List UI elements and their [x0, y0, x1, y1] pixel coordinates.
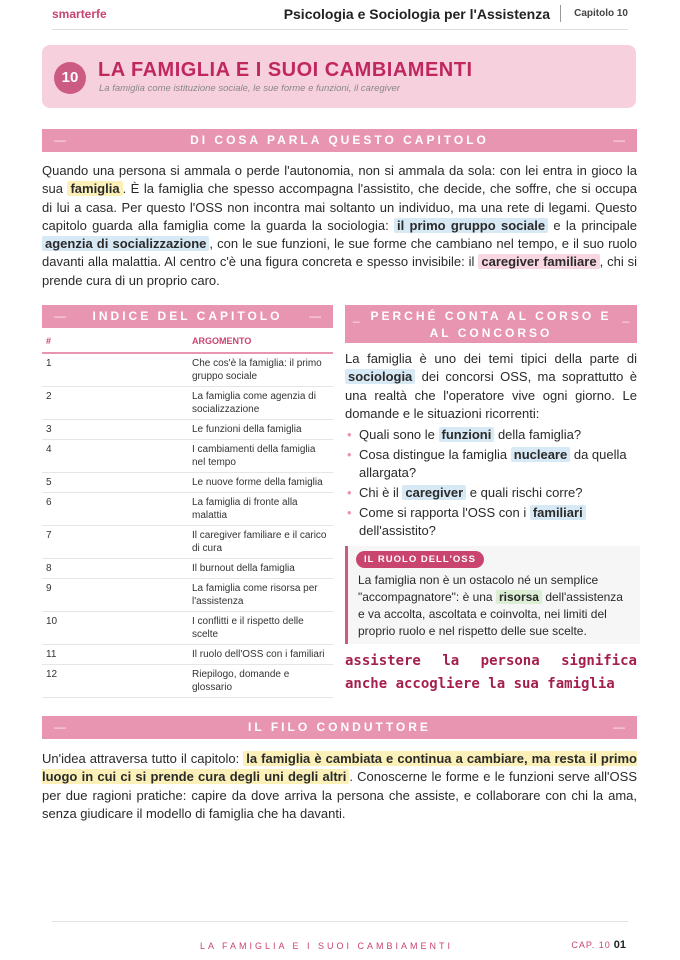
table-row: [42, 645, 333, 665]
row-number: 11: [42, 645, 188, 665]
table-row: [42, 387, 333, 420]
table-header-row: [42, 332, 333, 353]
table-row: [42, 353, 333, 387]
role-badge: IL RUOLO DELL'OSS: [356, 551, 484, 568]
bullet-icon: •: [347, 485, 352, 500]
section-heading-thread-text: IL FILO CONDUTTORE: [248, 720, 431, 734]
why-text: La famiglia è uno dei temi tipici della parte di: [345, 351, 637, 366]
chapter-title: LA FAMIGLIA E I SUOI CAMBIAMENTI: [98, 59, 473, 81]
question-list: [345, 426, 637, 542]
intro-text: , con le sue funzioni, le sue forme che cambiano nel tempo, e il suo ruolo davanti alla malattia. Al centro c'è una figura concreta e spesso invisibile: il: [42, 236, 637, 270]
row-number: 7: [42, 526, 188, 559]
brand-name: smarterfe: [52, 7, 107, 21]
row-topic: Il burnout della famiglia: [188, 559, 333, 579]
role-text-part: dell'assistenza e va accolta, ascoltata e coinvolta, nei limiti del proprio ruolo e nel rispetto delle sue scelte.: [358, 590, 623, 638]
footer-page-info: [571, 939, 626, 951]
row-topic: Che cos'è la famiglia: il primo gruppo sociale: [188, 353, 333, 387]
heading-dash-left: —: [54, 309, 66, 323]
highlight-term: funzioni: [439, 427, 495, 442]
section-heading-thread: [42, 716, 637, 739]
row-number: 12: [42, 665, 188, 698]
table-row: [42, 665, 333, 698]
intro-text: e la principale: [548, 217, 637, 233]
row-topic: I conflitti e il rispetto delle scelte: [188, 612, 333, 645]
bullet-text: della famiglia?: [494, 427, 582, 442]
column-header-topic: ARGOMENTO: [188, 332, 333, 353]
row-number: 4: [42, 440, 188, 473]
intro-text: . È la famiglia che spesso accompagna l'assistito, che decide, che soffre, che si occupa di lui a casa. Per questo l'OSS non incontra mai soltanto un individuo, ma una rete di legami. Questo capitolo guarda alla famiglia come la guarda la sociologia:: [42, 181, 638, 233]
chapter-subtitle: La famiglia come istituzione sociale, le sue forme e funzioni, il caregiver: [99, 83, 400, 94]
row-topic: I cambiamenti della famiglia nel tempo: [188, 440, 333, 473]
bullet-text: Come si rapporta l'OSS con i: [359, 505, 530, 520]
row-topic: La famiglia come agenzia di socializzazione: [188, 387, 333, 420]
role-text-part: La famiglia non è un ostacolo né un semplice "accompagnatore": è una: [358, 573, 599, 604]
bullet-text: da quella allargata?: [359, 447, 627, 480]
row-topic: Le funzioni della famiglia: [188, 420, 333, 440]
index-table: [42, 332, 333, 698]
heading-dash-right: —: [613, 133, 625, 147]
row-number: 6: [42, 493, 188, 526]
highlight-term: caregiver: [402, 485, 466, 500]
table-row: [42, 526, 333, 559]
list-item: [345, 484, 637, 502]
section-heading-intro-text: DI COSA PARLA QUESTO CAPITOLO: [190, 133, 489, 147]
bullet-text: dell'assistito?: [359, 523, 436, 538]
row-topic: La famiglia di fronte alla malattia: [188, 493, 333, 526]
heading-dash-right: _: [622, 309, 629, 323]
list-item: [345, 446, 637, 482]
footer-cap-label: CAP. 10: [571, 940, 611, 950]
highlight-term: caregiver familiare: [478, 254, 599, 269]
highlight-term: nucleare: [511, 447, 570, 462]
table-row: [42, 473, 333, 493]
page-number: 01: [613, 939, 626, 951]
highlight-term: agenzia di socializzazione: [42, 236, 209, 251]
list-item: [345, 426, 637, 444]
role-text: [358, 572, 630, 640]
why-text: dei concorsi OSS, ma soprattutto è una realtà che l'operatore vive ogni giorno. Le domande e le situazioni ricorrenti:: [345, 369, 637, 421]
row-number: 8: [42, 559, 188, 579]
handwritten-quote: assistere la persona significa anche accogliere la sua famiglia: [345, 653, 637, 692]
footer-chapter-title: LA FAMIGLIA E I SUOI CAMBIAMENTI: [200, 941, 454, 951]
bullet-icon: •: [347, 447, 352, 462]
heading-dash-right: —: [613, 720, 625, 734]
table-row: [42, 420, 333, 440]
row-number: 9: [42, 579, 188, 612]
list-item: [345, 504, 637, 540]
page-header: [52, 0, 628, 30]
bullet-icon: •: [347, 505, 352, 520]
row-topic: Riepilogo, domande e glossario: [188, 665, 333, 698]
intro-text: Quando una persona si ammala o perde l'autonomia, non si ammala da sola: con lei entra in gioco la sua: [42, 163, 637, 197]
intro-paragraph: [42, 162, 637, 290]
highlight-term: la famiglia è cambiata e continua a cambiare, ma resta il primo luogo in cui ci si prende cura degli uni degli altri: [42, 751, 637, 785]
row-number: 10: [42, 612, 188, 645]
table-row: [42, 493, 333, 526]
bullet-text: Cosa distingue la famiglia: [359, 447, 511, 462]
section-heading-index: [42, 305, 333, 328]
table-row: [42, 579, 333, 612]
table-row: [42, 440, 333, 473]
why-paragraph: [345, 350, 637, 423]
heading-dash-left: _: [353, 309, 360, 323]
section-heading-why-text: PERCHÉ CONTA AL CORSO E AL CONCORSO: [370, 309, 612, 340]
heading-dash-right: —: [309, 309, 321, 323]
bullet-text: Chi è il: [359, 485, 403, 500]
row-number: 3: [42, 420, 188, 440]
bullet-text: e quali rischi corre?: [466, 485, 583, 500]
row-number: 2: [42, 387, 188, 420]
role-callout: [345, 546, 640, 644]
row-topic: La famiglia come risorsa per l'assistenza: [188, 579, 333, 612]
heading-dash-left: —: [54, 720, 66, 734]
book-title: Psicologia e Sociologia per l'Assistenza: [283, 6, 550, 22]
thread-text: Un'idea attraversa tutto il capitolo:: [42, 751, 244, 766]
row-number: 1: [42, 353, 188, 387]
intro-text: , chi si prende cura di un proprio caro.: [42, 254, 638, 288]
highlight-term: il primo gruppo sociale: [394, 218, 548, 233]
thread-text: . Conoscerne le forme e le funzioni serve all'OSS per due ragioni pratiche: capire da dove arriva la persona che assiste, e collaborare con chi la ama, senza giudicare il modello di famiglia che ha davanti.: [42, 769, 637, 821]
heading-dash-left: —: [54, 133, 66, 147]
row-number: 5: [42, 473, 188, 493]
table-row: [42, 612, 333, 645]
column-header-number: #: [42, 332, 188, 353]
highlight-term: sociologia: [345, 369, 415, 384]
thread-paragraph: [42, 750, 637, 823]
bullet-text: Quali sono le: [359, 427, 439, 442]
chapter-label: Capitolo 10: [574, 8, 628, 19]
highlight-term: familiari: [530, 505, 586, 520]
footer-divider: [52, 921, 628, 922]
section-heading-intro: [42, 129, 637, 152]
header-divider: [560, 5, 561, 22]
chapter-number-badge: 10: [54, 62, 86, 94]
row-topic: Le nuove forme della famiglia: [188, 473, 333, 493]
section-heading-index-text: INDICE DEL CAPITOLO: [92, 309, 283, 323]
highlight-term: risorsa: [496, 590, 542, 604]
bullet-icon: •: [347, 427, 352, 442]
section-heading-why: [345, 305, 637, 343]
row-topic: Il ruolo dell'OSS con i familiari: [188, 645, 333, 665]
highlight-term: famiglia: [67, 181, 122, 196]
row-topic: Il caregiver familiare e il carico di cura: [188, 526, 333, 559]
chapter-title-box: [42, 45, 636, 108]
table-row: [42, 559, 333, 579]
